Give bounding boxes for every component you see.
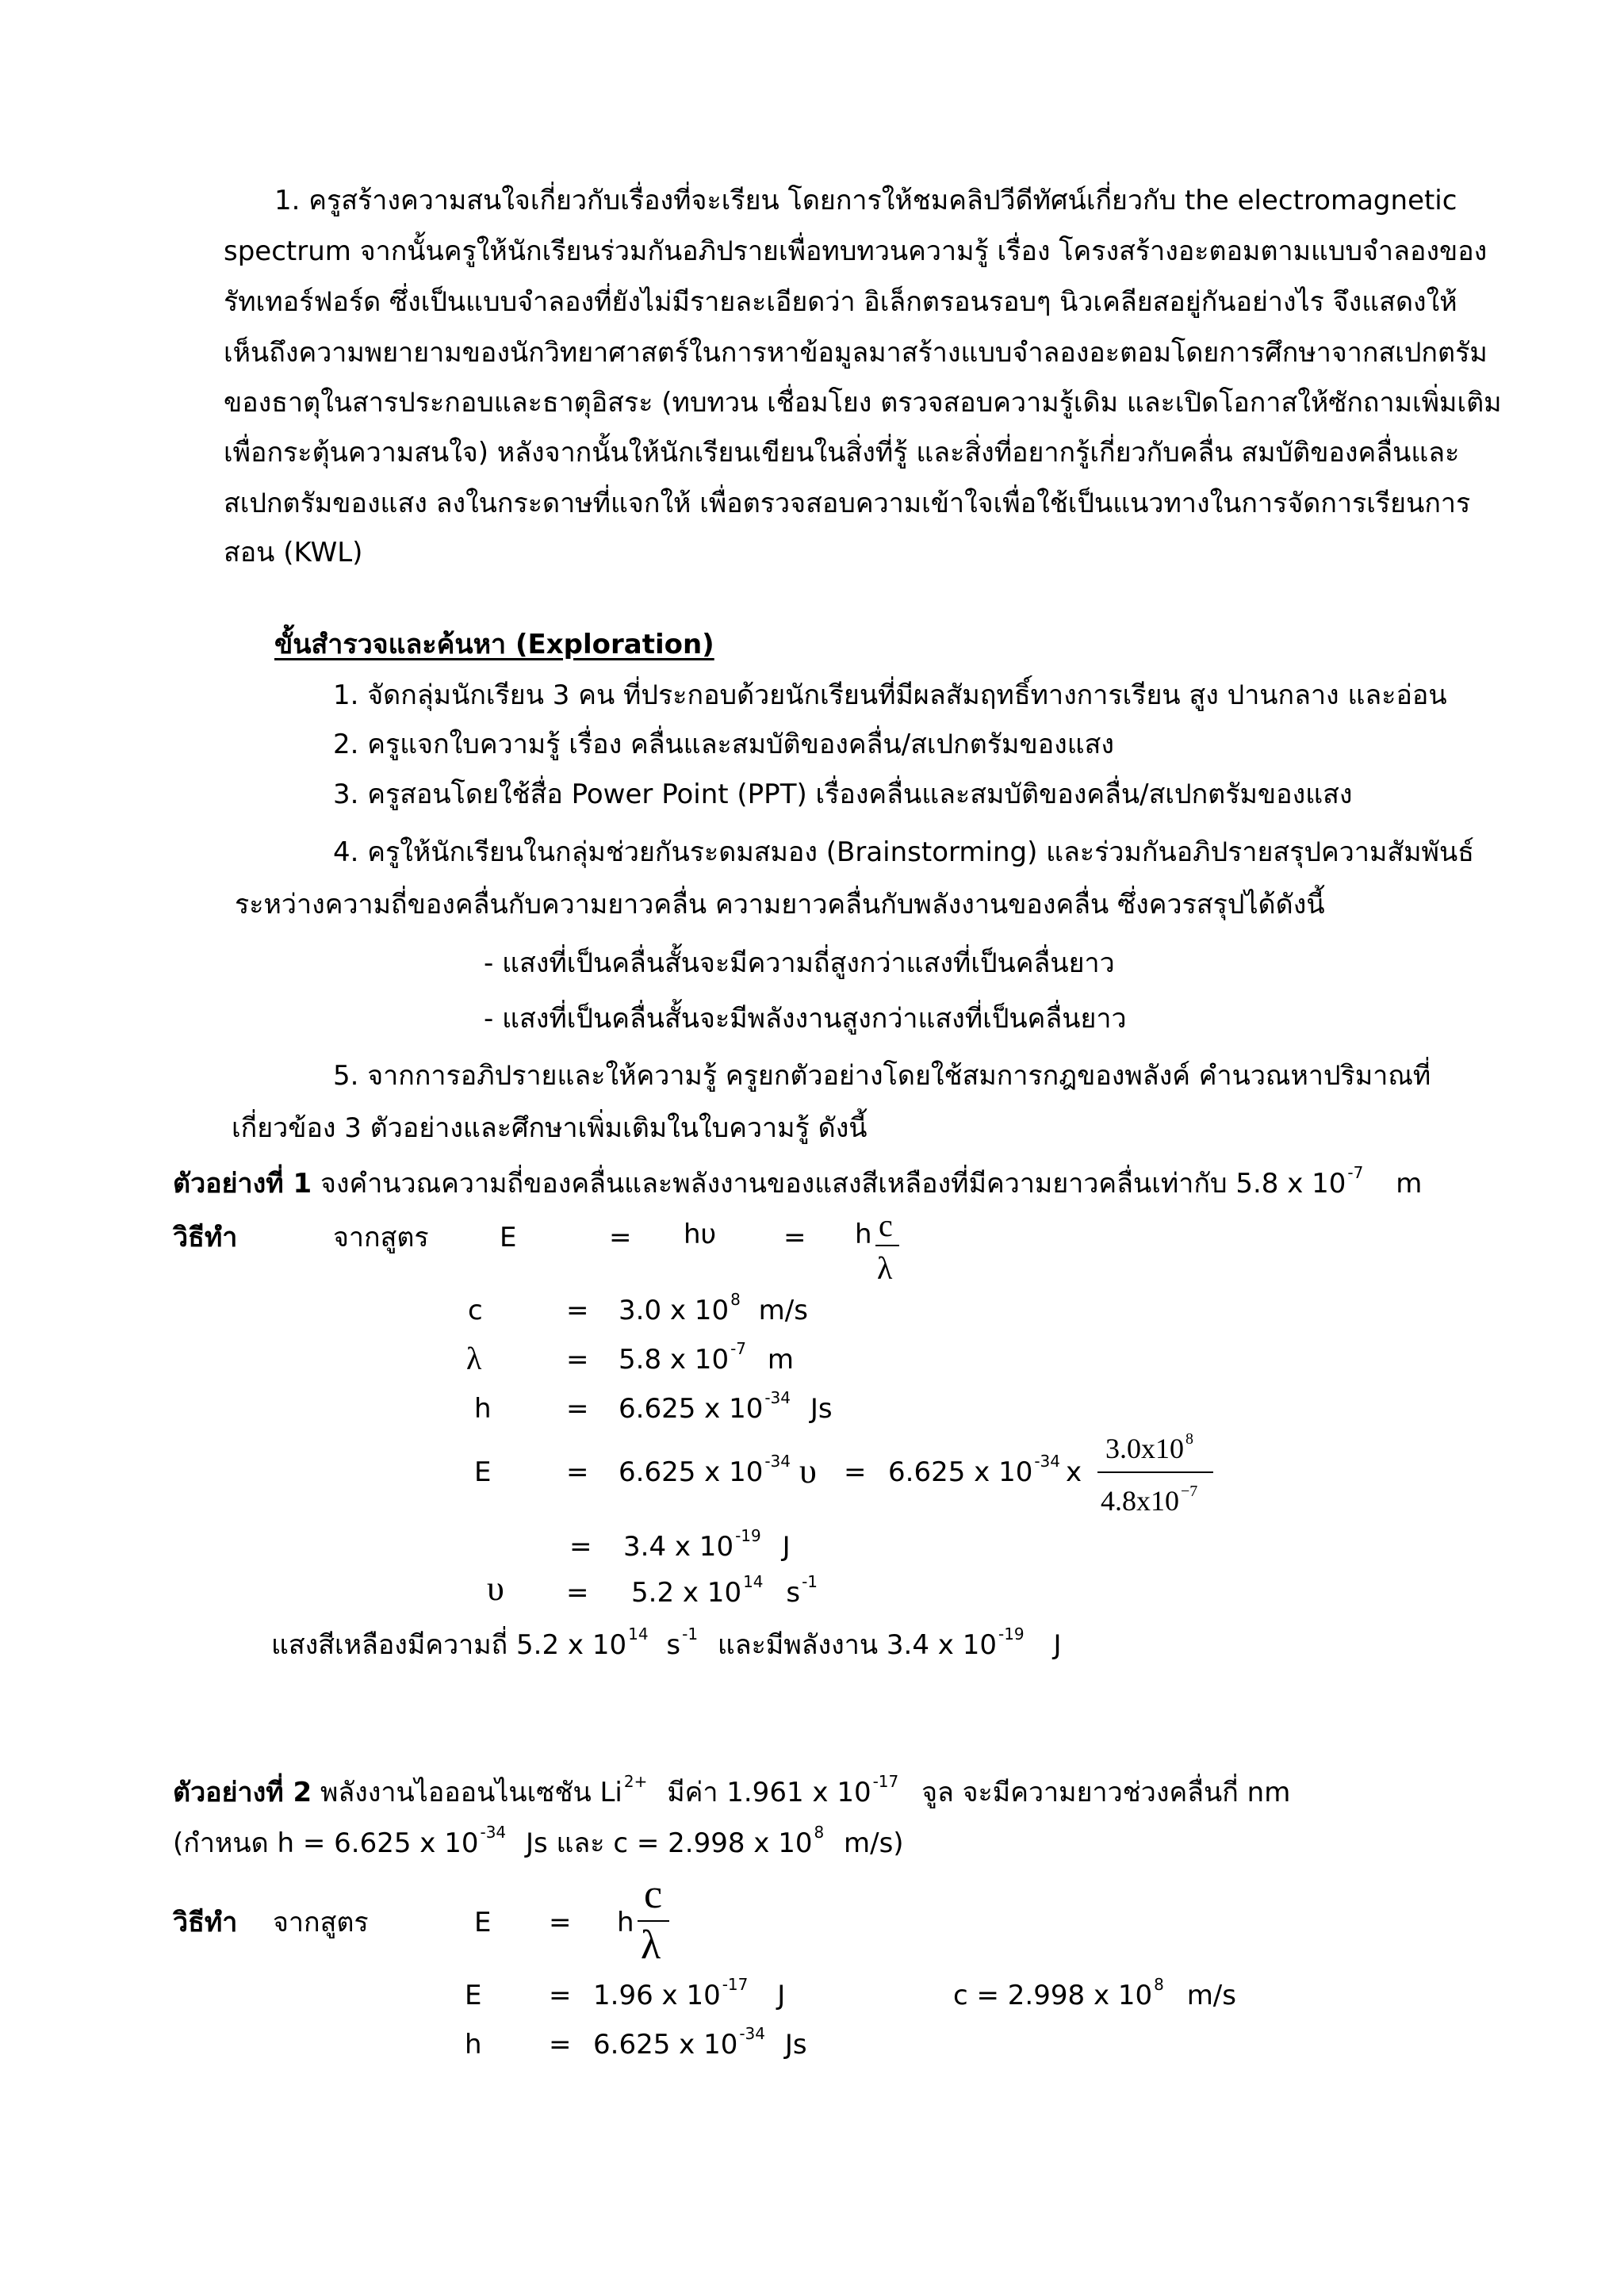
example-1-formula-label: จากสูตร	[333, 1222, 429, 1253]
example-1-h: h	[474, 1393, 492, 1425]
example-1-lambda-value: 5.8 x 10 $^{-7}$ m	[619, 1339, 794, 1376]
example-1-method: วิธีทำ	[173, 1222, 238, 1253]
intro-line-5: ของธาตุในสารประกอบและธาตุอิสระ (ทบทวน เชื่อมโยง ตรวจสอบความรู้เดิม และเปิดโอกาสให้ซักถามเพิ่มเติม	[224, 387, 1502, 419]
intro-line-4: เห็นถึงความพยายามของนักวิทยาศาสตร์ในการหาข้อมูลมาสร้างแบบจำลองอะตอมโดยการศึกษาจากสเปกตรัม	[224, 337, 1488, 369]
exploration-item-5-cont: เกี่ยวข้อง 3 ตัวอย่างและศึกษาเพิ่มเติมในใบความรู้ ดังนี้	[232, 1112, 868, 1144]
example-2-c-value: c = 2.998 x 10 $^8$ m/s	[953, 1975, 1236, 2011]
example-1-E-calc: 6.625 x 10 $^{-34}$	[619, 1452, 791, 1488]
exploration-item-2: 2. ครูแจกใบความรู้ เรื่อง คลื่นและสมบัติของคลื่น/สเปกตรัมของแสง	[333, 729, 1115, 760]
exploration-item-4-cont: ระหว่างความถี่ของคลื่นกับความยาวคลื่น ความยาวคลื่นกับพลังงานของคลื่น ซึ่งควรสรุปได้ดังนี้	[235, 889, 1325, 920]
intro-line-2: spectrum จากนั้นครูให้นักเรียนร่วมกันอภิปรายเพื่อทบทวนความรู้ เรื่อง โครงสร้างอะตอมตามแบบจำลองของ	[224, 235, 1488, 267]
example-2-question: ตัวอย่างที่ 2 พลังงานไอออนไนเซชัน Li $^{2+}$ มีค่า 1.961 x 10 $^{-17}$ จูล จะมีความยาวช่วงคลื่นกี่ nm	[173, 1772, 1291, 1808]
example-1-E-calc-label: E	[474, 1456, 492, 1488]
exploration-item-3: 3. ครูสอนโดยใช้สื่อ Power Point (PPT) เรื่องคลื่นและสมบัติของคลื่น/สเปกตรัมของแสง	[333, 779, 1353, 810]
example-1-c-value: 3.0 x 10 $^8$ m/s	[619, 1290, 808, 1326]
example-1-question: ตัวอย่างที่ 1 จงคำนวณความถี่ของคลื่นและพลังงานของแสงสีเหลืองที่มีความยาวคลื่นเท่ากับ 5.8 x 10 $^{-7}$ m	[173, 1163, 1423, 1200]
example-1-h-value: 6.625 x 10 $^{-34}$ Js	[619, 1388, 833, 1425]
intro-line-1: 1. ครูสร้างความสนใจเกี่ยวกับเรื่องที่จะเรียน โดยการให้ชมคลิปวีดีทัศน์เกี่ยวกับ the electromagnetic	[274, 185, 1457, 216]
example-2-given: (กำหนด h = 6.625 x 10 $^{-34}$ Js และ c = 2.998 x 10 $^8$ m/s)	[173, 1823, 904, 1859]
intro-line-6: เพื่อกระตุ้นความสนใจ) หลังจากนั้นให้นักเรียนเขียนในสิ่งที่รู้ และสิ่งที่อยากรู้เกี่ยวกับคลื่น สมบัติของคลื่นและ	[224, 437, 1460, 469]
example-1-c: c	[468, 1295, 483, 1326]
document-page: 1. ครูสร้างความสนใจเกี่ยวกับเรื่องที่จะเรียน โดยการให้ชมคลิปวีดีทัศน์เกี่ยวกับ the electromagnetic spectrum จากนั้นครูให้นักเรียนร่วมกันอภิปรายเพื่อทบทวนความรู้ เรื่อง โครงสร้างอะตอมตามแบบจำลองของ รัทเทอร์ฟอร์ด ซึ่งเป็นแบบจำลองที่ยังไม่มีรายละเอียดว่า อิเล็กตรอนรอบๆ นิวเคลียสอยู่กันอย่างไร จึงแสดงให้ เห็นถึงความพยายามของนักวิทยาศาสตร์ในการหาข้อมูลมาสร้างแบบจำลองอะตอมโดยการศึกษาจากสเปกตรัม ของธาตุในสารประกอบและธาตุอิสระ (ทบทวน เชื่อมโยง ตรวจสอบความรู้เดิม และเปิดโอกาสให้ซักถามเพิ่มเติม เพื่อกระตุ้นความสนใจ) หลังจากนั้นให้นักเรียนเขียนในสิ่งที่รู้ และสิ่งที่อยากรู้เกี่ยวกับคลื่น สมบัติของคลื่นและ สเปกตรัมของแสง ลงในกระดาษที่แจกให้ เพื่อตรวจสอบความเข้าใจเพื่อใช้เป็นแนวทางในการจัดการเรียนการ สอน (KWL) ขั้นสำรวจและค้นหา (Exploration) 1. จัดกลุ่มนักเรียน 3 คน ที่ประกอบด้วยนักเรียนที่มีผลสัมฤทธิ์ทางการเรียน สูง ปานกลาง และอ่อน 2. ครูแจกใบความรู้ เรื่อง คลื่นและสมบัติของคลื่น/สเปกตรัมของแสง 3. ครูสอนโดยใช้สื่อ Power Point (PPT) เรื่องคลื่นและสมบัติของคลื่น/สเปกตรัมของแสง 4. ครูให้นักเรียนในกลุ่มช่วยกันระดมสมอง (Brainstorming) และร่วมกันอภิปรายสรุปความสัมพันธ์ ระหว่างความถี่ของคลื่นกับความยาวคลื่น ความยาวคลื่นกับพลังงานของคลื่น ซึ่งควรสรุปได้ดังนี้ - แสงที่เป็นคลื่นสั้นจะมีความถี่สูงกว่าแสงที่เป็นคลื่นยาว - แสงที่เป็นคลื่นสั้นจะมีพลังงานสูงกว่าแสงที่เป็นคลื่นยาว 5. จากการอภิปรายและให้ความรู้ ครูยกตัวอย่างโดยใช้สมการกฎของพลังค์ คำนวณหาปริมาณที่ เกี่ยวข้อง 3 ตัวอย่างและศึกษาเพิ่มเติมในใบความรู้ ดังนี้ ตัวอย่างที่ 1 จงคำนวณความถี่ของคลื่นและพลังงานของแสงสีเหลืองที่มีความยาวคลื่นเท่ากับ 5.8 x 10 $^{-7}$ m วิธีทำ จากสูตร E = hυ = h c λ c = 3.0 x 10 $^8$ m/s λ = 5.8 x 10 $^{-7}$ m h = 6.625 x 10 $^{-34}$ Js E = 6.625 x 10 $^{-34}$ υ = 6.625 x 10 $^{-34}$ x 3.0x10 $^8$ 4.8x10 $^{-7}$ = 3.4 x 10 $^{-19}$ J υ = 5.2 x 10 $^{14}$ s $^{-1}$ แสงสีเหลืองมีความถี่ 5.2 x 10 $^{14}$ s $^{-1}$ และมีพลังงาน 3.4 x 10 $^{-19}$ J ตัวอย่างที่ 2 พลังงานไอออนไนเซชัน Li $^{2+}$ มีค่า 1.961 x 10 $^{-17}$ จูล จะมีความยาวช่วงคลื่นกี่ nm (กำหนด h = 6.625 x 10 $^{-34}$ Js และ c = 2.998 x 10 $^8$ m/s) วิธีทำ จากสูตร E = h c λ E = 1.96 x 10 $^{-17}$ J c = 2.998 x 10 $^8$ m/s h = 6.625 x 10 $^{-34}$ Js	[173, 185, 1502, 2061]
example-1-E-calc-2: 6.625 x 10 $^{-34}$	[888, 1452, 1061, 1488]
example-2-h-label: h	[465, 2029, 482, 2061]
example-1-nu-result: 5.2 x 10 $^{14}$ s $^{-1}$	[631, 1572, 818, 1609]
exploration-heading: ขั้นสำรวจและค้นหา (Exploration)	[274, 629, 714, 660]
example-2-method: วิธีทำ	[173, 1907, 238, 1938]
example-1-nu-symbol: υ	[799, 1452, 817, 1490]
example-1-E-result: 3.4 x 10 $^{-19}$ J	[623, 1526, 791, 1563]
example-1-answer: แสงสีเหลืองมีความถี่ 5.2 x 10 $^{14}$ s $^{-1}$ และมีพลังงาน 3.4 x 10 $^{-19}$ J	[271, 1624, 1062, 1661]
example-1-nu-label: υ	[487, 1569, 504, 1608]
example-1-h-nu: hυ	[684, 1219, 717, 1250]
intro-line-8: สอน (KWL)	[224, 537, 363, 568]
example-1-E: E	[500, 1222, 517, 1253]
example-2-E-label: E	[465, 1980, 482, 2011]
exploration-item-5: 5. จากการอภิปรายและให้ความรู้ ครูยกตัวอย่างโดยใช้สมการกฎของพลังค์ คำนวณหาปริมาณที่	[333, 1060, 1431, 1092]
example-2-label: ตัวอย่างที่ 2	[173, 1777, 312, 1808]
example-1-label: ตัวอย่างที่ 1	[173, 1168, 312, 1200]
exploration-bullet-1: - แสงที่เป็นคลื่นสั้นจะมีความถี่สูงกว่าแสงที่เป็นคลื่นยาว	[484, 947, 1115, 979]
example-2-E-value: 1.96 x 10 $^{-17}$ J	[593, 1975, 786, 2011]
example-2-E: E	[474, 1907, 492, 1938]
exploration-bullet-2: - แสงที่เป็นคลื่นสั้นจะมีพลังงานสูงกว่าแสงที่เป็นคลื่นยาว	[484, 1003, 1127, 1035]
exploration-item-1: 1. จัดกลุ่มนักเรียน 3 คน ที่ประกอบด้วยนักเรียนที่มีผลสัมฤทธิ์ทางการเรียน สูง ปานกลาง และอ่อน	[333, 679, 1447, 711]
exploration-item-4: 4. ครูให้นักเรียนในกลุ่มช่วยกันระดมสมอง (Brainstorming) และร่วมกันอภิปรายสรุปความสัมพันธ์	[333, 836, 1474, 868]
example-1-lambda: λ	[466, 1341, 482, 1376]
example-2-h-value: 6.625 x 10 $^{-34}$ Js	[593, 2024, 807, 2061]
intro-line-7: สเปกตรัมของแสง ลงในกระดาษที่แจกให้ เพื่อตรวจสอบความเข้าใจเพื่อใช้เป็นแนวทางในการจัดการเรียนการ	[224, 488, 1471, 519]
example-2-formula-label: จากสูตร	[273, 1907, 369, 1938]
intro-line-3: รัทเทอร์ฟอร์ด ซึ่งเป็นแบบจำลองที่ยังไม่มีรายละเอียดว่า อิเล็กตรอนรอบๆ นิวเคลียสอยู่กันอย่างไร จึงแสดงให้	[224, 286, 1457, 318]
